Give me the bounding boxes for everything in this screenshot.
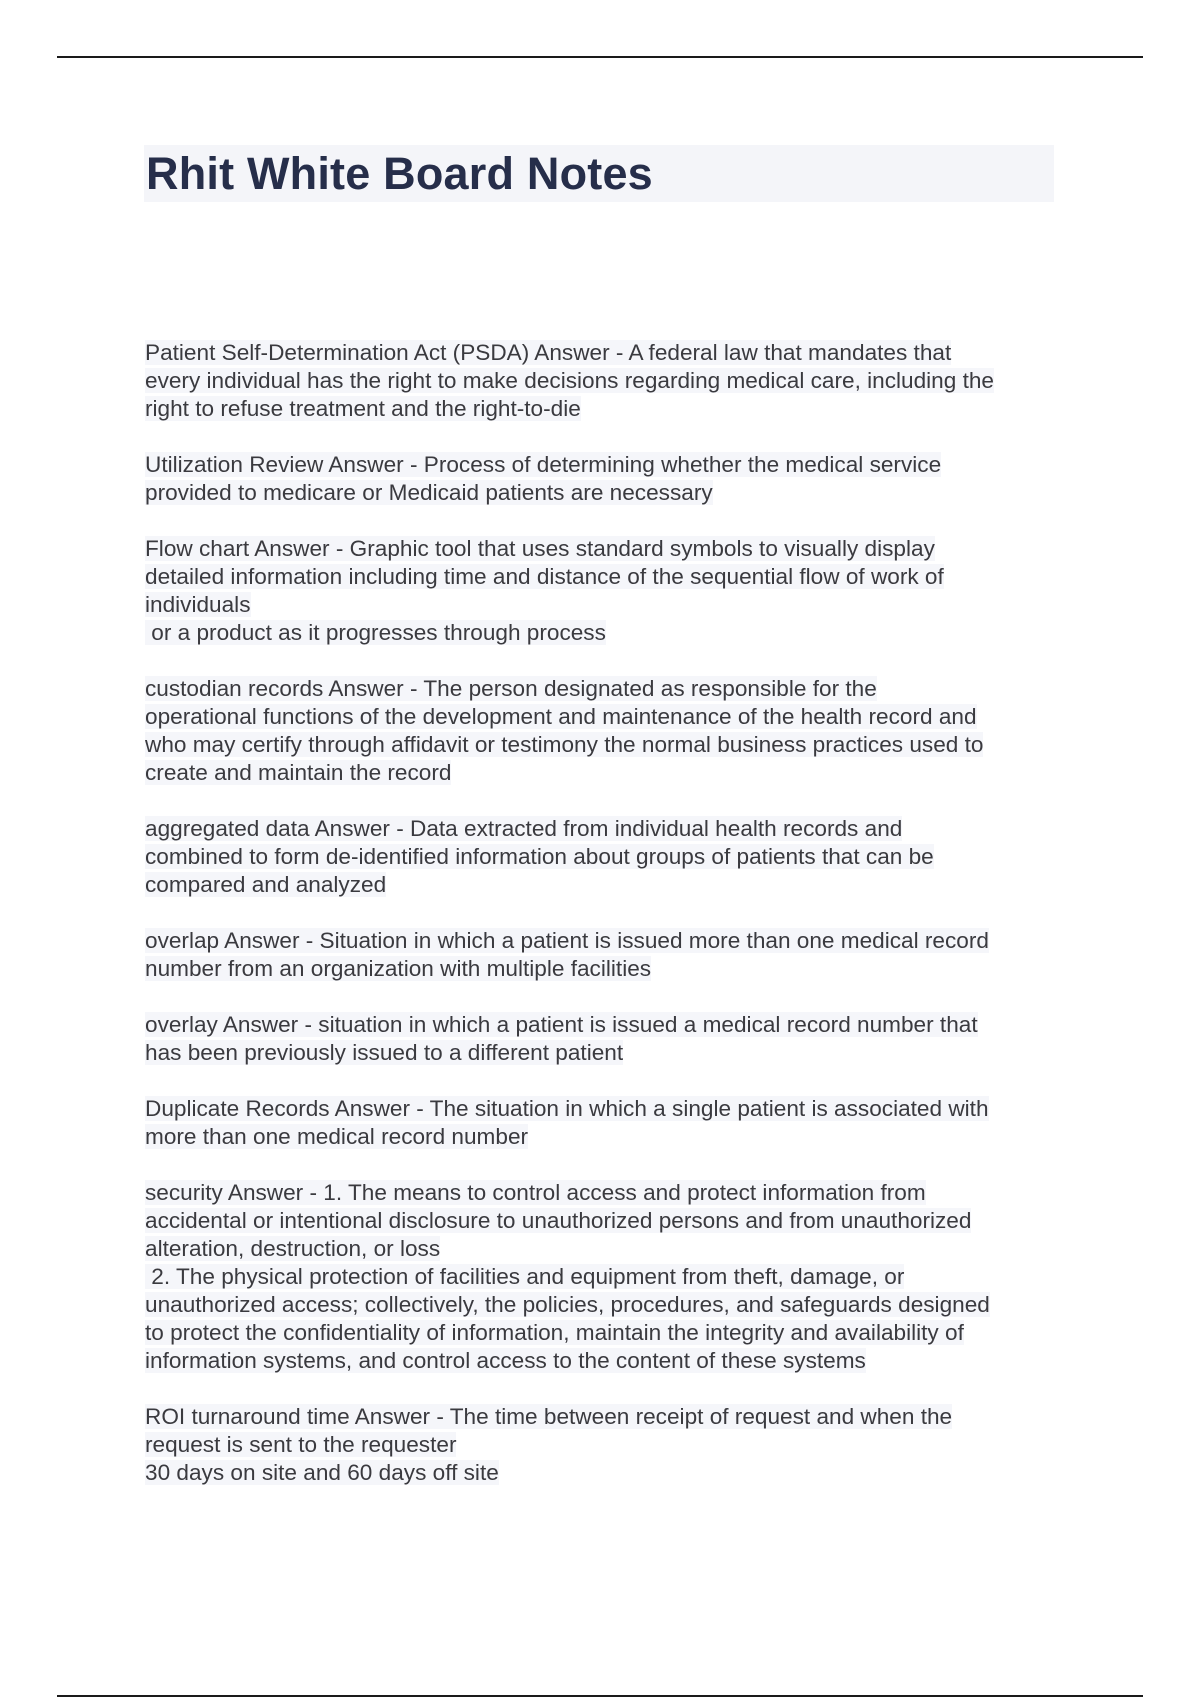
note-line-text: overlap Answer - Situation in which a patient is issued more than one medical record bbox=[145, 928, 989, 953]
note-line-text: Utilization Review Answer - Process of determining whether the medical service bbox=[145, 452, 942, 477]
note-line bbox=[145, 1235, 1065, 1263]
note-line bbox=[145, 1179, 1065, 1207]
note-line-text: information systems, and control access to the content of these systems bbox=[145, 1348, 866, 1373]
note-line bbox=[145, 731, 1065, 759]
note-line-text: request is sent to the requester bbox=[145, 1432, 457, 1457]
note-line-text: unauthorized access; collectively, the policies, procedures, and safeguards designed bbox=[145, 1292, 990, 1317]
note-line bbox=[145, 1263, 1065, 1291]
note-line-text: 30 days on site and 60 days off site bbox=[145, 1460, 499, 1485]
note-entry bbox=[145, 451, 1065, 507]
note-line bbox=[145, 1403, 1065, 1431]
note-entry bbox=[145, 815, 1065, 899]
note-entry bbox=[145, 927, 1065, 983]
note-line-text: right to refuse treatment and the right-to-die bbox=[145, 396, 581, 421]
note-entry bbox=[145, 339, 1065, 423]
note-line bbox=[145, 1347, 1065, 1375]
note-line bbox=[145, 1291, 1065, 1319]
note-line-text: has been previously issued to a different patient bbox=[145, 1040, 624, 1065]
note-line-text: custodian records Answer - The person designated as responsible for the bbox=[145, 676, 877, 701]
note-line bbox=[145, 1319, 1065, 1347]
note-line bbox=[145, 619, 1065, 647]
note-line bbox=[145, 479, 1065, 507]
note-line bbox=[145, 1459, 1065, 1487]
note-line-text: to protect the confidentiality of information, maintain the integrity and availability of bbox=[145, 1320, 964, 1345]
note-line bbox=[145, 759, 1065, 787]
note-entry bbox=[145, 1011, 1065, 1067]
page-title: Rhit White Board Notes bbox=[146, 148, 653, 199]
note-line bbox=[145, 1095, 1065, 1123]
note-line-text: 2. The physical protection of facilities and equipment from theft, damage, or bbox=[145, 1264, 905, 1289]
note-line bbox=[145, 339, 1065, 367]
note-line bbox=[145, 675, 1065, 703]
note-line-text: or a product as it progresses through process bbox=[145, 620, 606, 645]
note-line bbox=[145, 535, 1065, 563]
note-line bbox=[145, 1207, 1065, 1235]
note-line-text: who may certify through affidavit or testimony the normal business practices used to bbox=[145, 732, 984, 757]
note-line bbox=[145, 927, 1065, 955]
note-line-text: every individual has the right to make decisions regarding medical care, including the bbox=[145, 368, 994, 393]
note-line-text: alteration, destruction, or loss bbox=[145, 1236, 441, 1261]
note-entry bbox=[145, 675, 1065, 787]
note-line-text: individuals bbox=[145, 592, 251, 617]
note-entry bbox=[145, 1179, 1065, 1375]
note-line-text: operational functions of the development and maintenance of the health record and bbox=[145, 704, 977, 729]
note-line-text: aggregated data Answer - Data extracted from individual health records and bbox=[145, 816, 903, 841]
note-entry bbox=[145, 535, 1065, 647]
note-line-text: ROI turnaround time Answer - The time between receipt of request and when the bbox=[145, 1404, 953, 1429]
note-line-text: number from an organization with multiple facilities bbox=[145, 956, 652, 981]
note-line bbox=[145, 367, 1065, 395]
note-entry bbox=[145, 1403, 1065, 1487]
note-line-text: Flow chart Answer - Graphic tool that uses standard symbols to visually display bbox=[145, 536, 935, 561]
note-line bbox=[145, 955, 1065, 983]
top-rule bbox=[57, 56, 1143, 58]
note-line bbox=[145, 703, 1065, 731]
note-line bbox=[145, 1123, 1065, 1151]
note-line-text: security Answer - 1. The means to control access and protect information from bbox=[145, 1180, 926, 1205]
bottom-rule bbox=[57, 1695, 1143, 1697]
note-line bbox=[145, 871, 1065, 899]
note-line bbox=[145, 1431, 1065, 1459]
note-line bbox=[145, 395, 1065, 423]
note-line bbox=[145, 563, 1065, 591]
note-line-text: create and maintain the record bbox=[145, 760, 452, 785]
note-line-text: Patient Self-Determination Act (PSDA) Answer - A federal law that mandates that bbox=[145, 340, 952, 365]
note-line bbox=[145, 1011, 1065, 1039]
note-line bbox=[145, 1039, 1065, 1067]
note-line bbox=[145, 843, 1065, 871]
note-entry bbox=[145, 1095, 1065, 1151]
note-line-text: accidental or intentional disclosure to unauthorized persons and from unauthorized bbox=[145, 1208, 972, 1233]
note-line bbox=[145, 451, 1065, 479]
note-line-text: detailed information including time and distance of the sequential flow of work of bbox=[145, 564, 944, 589]
note-line bbox=[145, 591, 1065, 619]
note-line bbox=[145, 815, 1065, 843]
notes-list bbox=[145, 339, 1065, 1515]
note-line-text: provided to medicare or Medicaid patients are necessary bbox=[145, 480, 713, 505]
note-line-text: combined to form de-identified information about groups of patients that can be bbox=[145, 844, 934, 869]
note-line-text: compared and analyzed bbox=[145, 872, 387, 897]
note-line-text: overlay Answer - situation in which a patient is issued a medical record number that bbox=[145, 1012, 978, 1037]
note-line-text: more than one medical record number bbox=[145, 1124, 529, 1149]
note-line-text: Duplicate Records Answer - The situation in which a single patient is associated with bbox=[145, 1096, 989, 1121]
